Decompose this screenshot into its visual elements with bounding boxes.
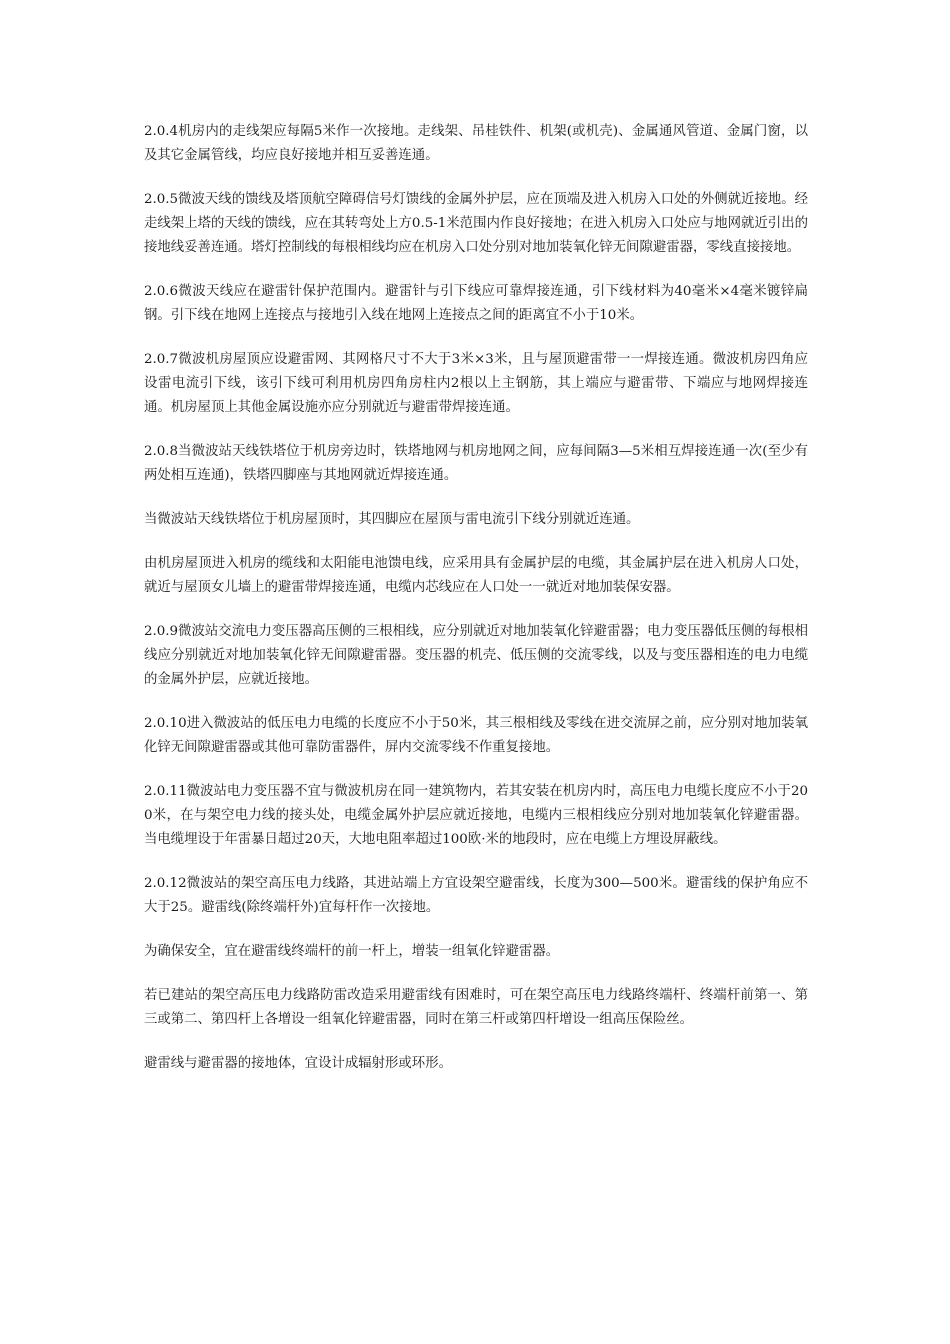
paragraph-roof-cables: 由机房屋顶进入机房的缆线和太阳能电池馈电线，应采用具有金属护层的电缆，其金属护层在进入机房人口处，就近与屋顶女儿墙上的避雷带焊接连通，电缆内芯线应在人口处一一就近对地加装保安器。: [144, 556, 808, 595]
paragraph-2-0-10: 2.0.10进入微波站的低压电力电缆的长度应不小于50米，其三根相线及零线在进交流屏之前，应分别对地加装氧化锌无间隙避雷器或其他可靠防雷器件，屏内交流零线不作重复接地。: [144, 716, 808, 755]
paragraph-2-0-11: 2.0.11微波站电力变压器不宜与微波机房在同一建筑物内，若其安装在机房内时，高压电力电缆长度应不小于200米，在与架空电力线的接头处，电缆金属外护层应就近接地，电缆内三根相线应分别对地加装氧化锌避雷器。当电缆埋设于年雷暴日超过20天，大地电阻率超过100欧·米的地段时，应在电缆上方埋设屏蔽线。: [144, 784, 808, 847]
paragraph-2-0-9: 2.0.9微波站交流电力变压器高压侧的三根相线，应分别就近对地加装氧化锌避雷器；电力变压器低压侧的每根相线应分别就近对地加装氧化锌无间隙避雷器。变压器的机壳、低压侧的交流零线，以及与变压器相连的电力电缆的金属外护层，应就近接地。: [144, 624, 808, 687]
document-page: [144, 120, 808, 1096]
paragraph-safety: 为确保安全，宜在避雷线终端杆的前一杆上，增装一组氧化锌避雷器。: [144, 944, 560, 959]
paragraph-2-0-6: 2.0.6微波天线应在避雷针保护范围内。避雷针与引下线应可靠焊接连通，引下线材料为40毫米×4毫米镀锌扁钢。引下线在地网上连接点与接地引入线在地网上连接点之间的距离宜不小于10米。: [144, 284, 808, 323]
paragraph-2-0-7: 2.0.7微波机房屋顶应设避雷网、其网格尺寸不大于3米×3米，且与屋顶避雷带一一焊接连通。微波机房四角应设雷电流引下线，该引下线可利用机房四角房柱内2根以上主钢筋，其上端应与避雷带、下端应与地网焊接连通。机房屋顶上其他金属设施亦应分别就近与避雷带焊接连通。: [144, 352, 808, 415]
paragraph-retrofit: 若已建站的架空高压电力线路防雷改造采用避雷线有困难时，可在架空高压电力线路终端杆、终端杆前第一、第三或第二、第四杆上各增设一组氧化锌避雷器，同时在第三杆或第四杆增设一组高压保险丝。: [144, 988, 808, 1027]
paragraph-2-0-12: 2.0.12微波站的架空高压电力线路，其进站端上方宜设架空避雷线，长度为300—500米。避雷线的保护角应不大于25。避雷线(除终端杆外)宜每杆作一次接地。: [144, 876, 808, 915]
paragraph-2-0-5: 2.0.5微波天线的馈线及塔顶航空障碍信号灯馈线的金属外护层，应在顶端及进入机房入口处的外侧就近接地。经走线架上塔的天线的馈线，应在其转弯处上方0.5-1米范围内作良好接地；在进入机房入口处应与地网就近引出的接地线妥善连通。塔灯控制线的每根相线均应在机房入口处分别对地加装氧化锌无间隙避雷器，零线直接接地。: [144, 192, 808, 255]
paragraph-grounding-shape: 避雷线与避雷器的接地体，宜设计成辐射形或环形。: [144, 1056, 452, 1071]
paragraph-2-0-4: 2.0.4机房内的走线架应每隔5米作一次接地。走线架、吊桂铁件、机架(或机壳)、金属通风管道、金属门窗，以及其它金属管线，均应良好接地并相互妥善连通。: [144, 124, 808, 163]
paragraph-2-0-8: 2.0.8当微波站天线铁塔位于机房旁边时，铁塔地网与机房地网之间，应每间隔3—5米相互焊接连通一次(至少有两处相互连通)，铁塔四脚座与其地网就近焊接连通。: [144, 444, 808, 483]
paragraph-roof-tower: 当微波站天线铁塔位于机房屋顶时，其四脚应在屋顶与雷电流引下线分别就近连通。: [144, 512, 640, 527]
